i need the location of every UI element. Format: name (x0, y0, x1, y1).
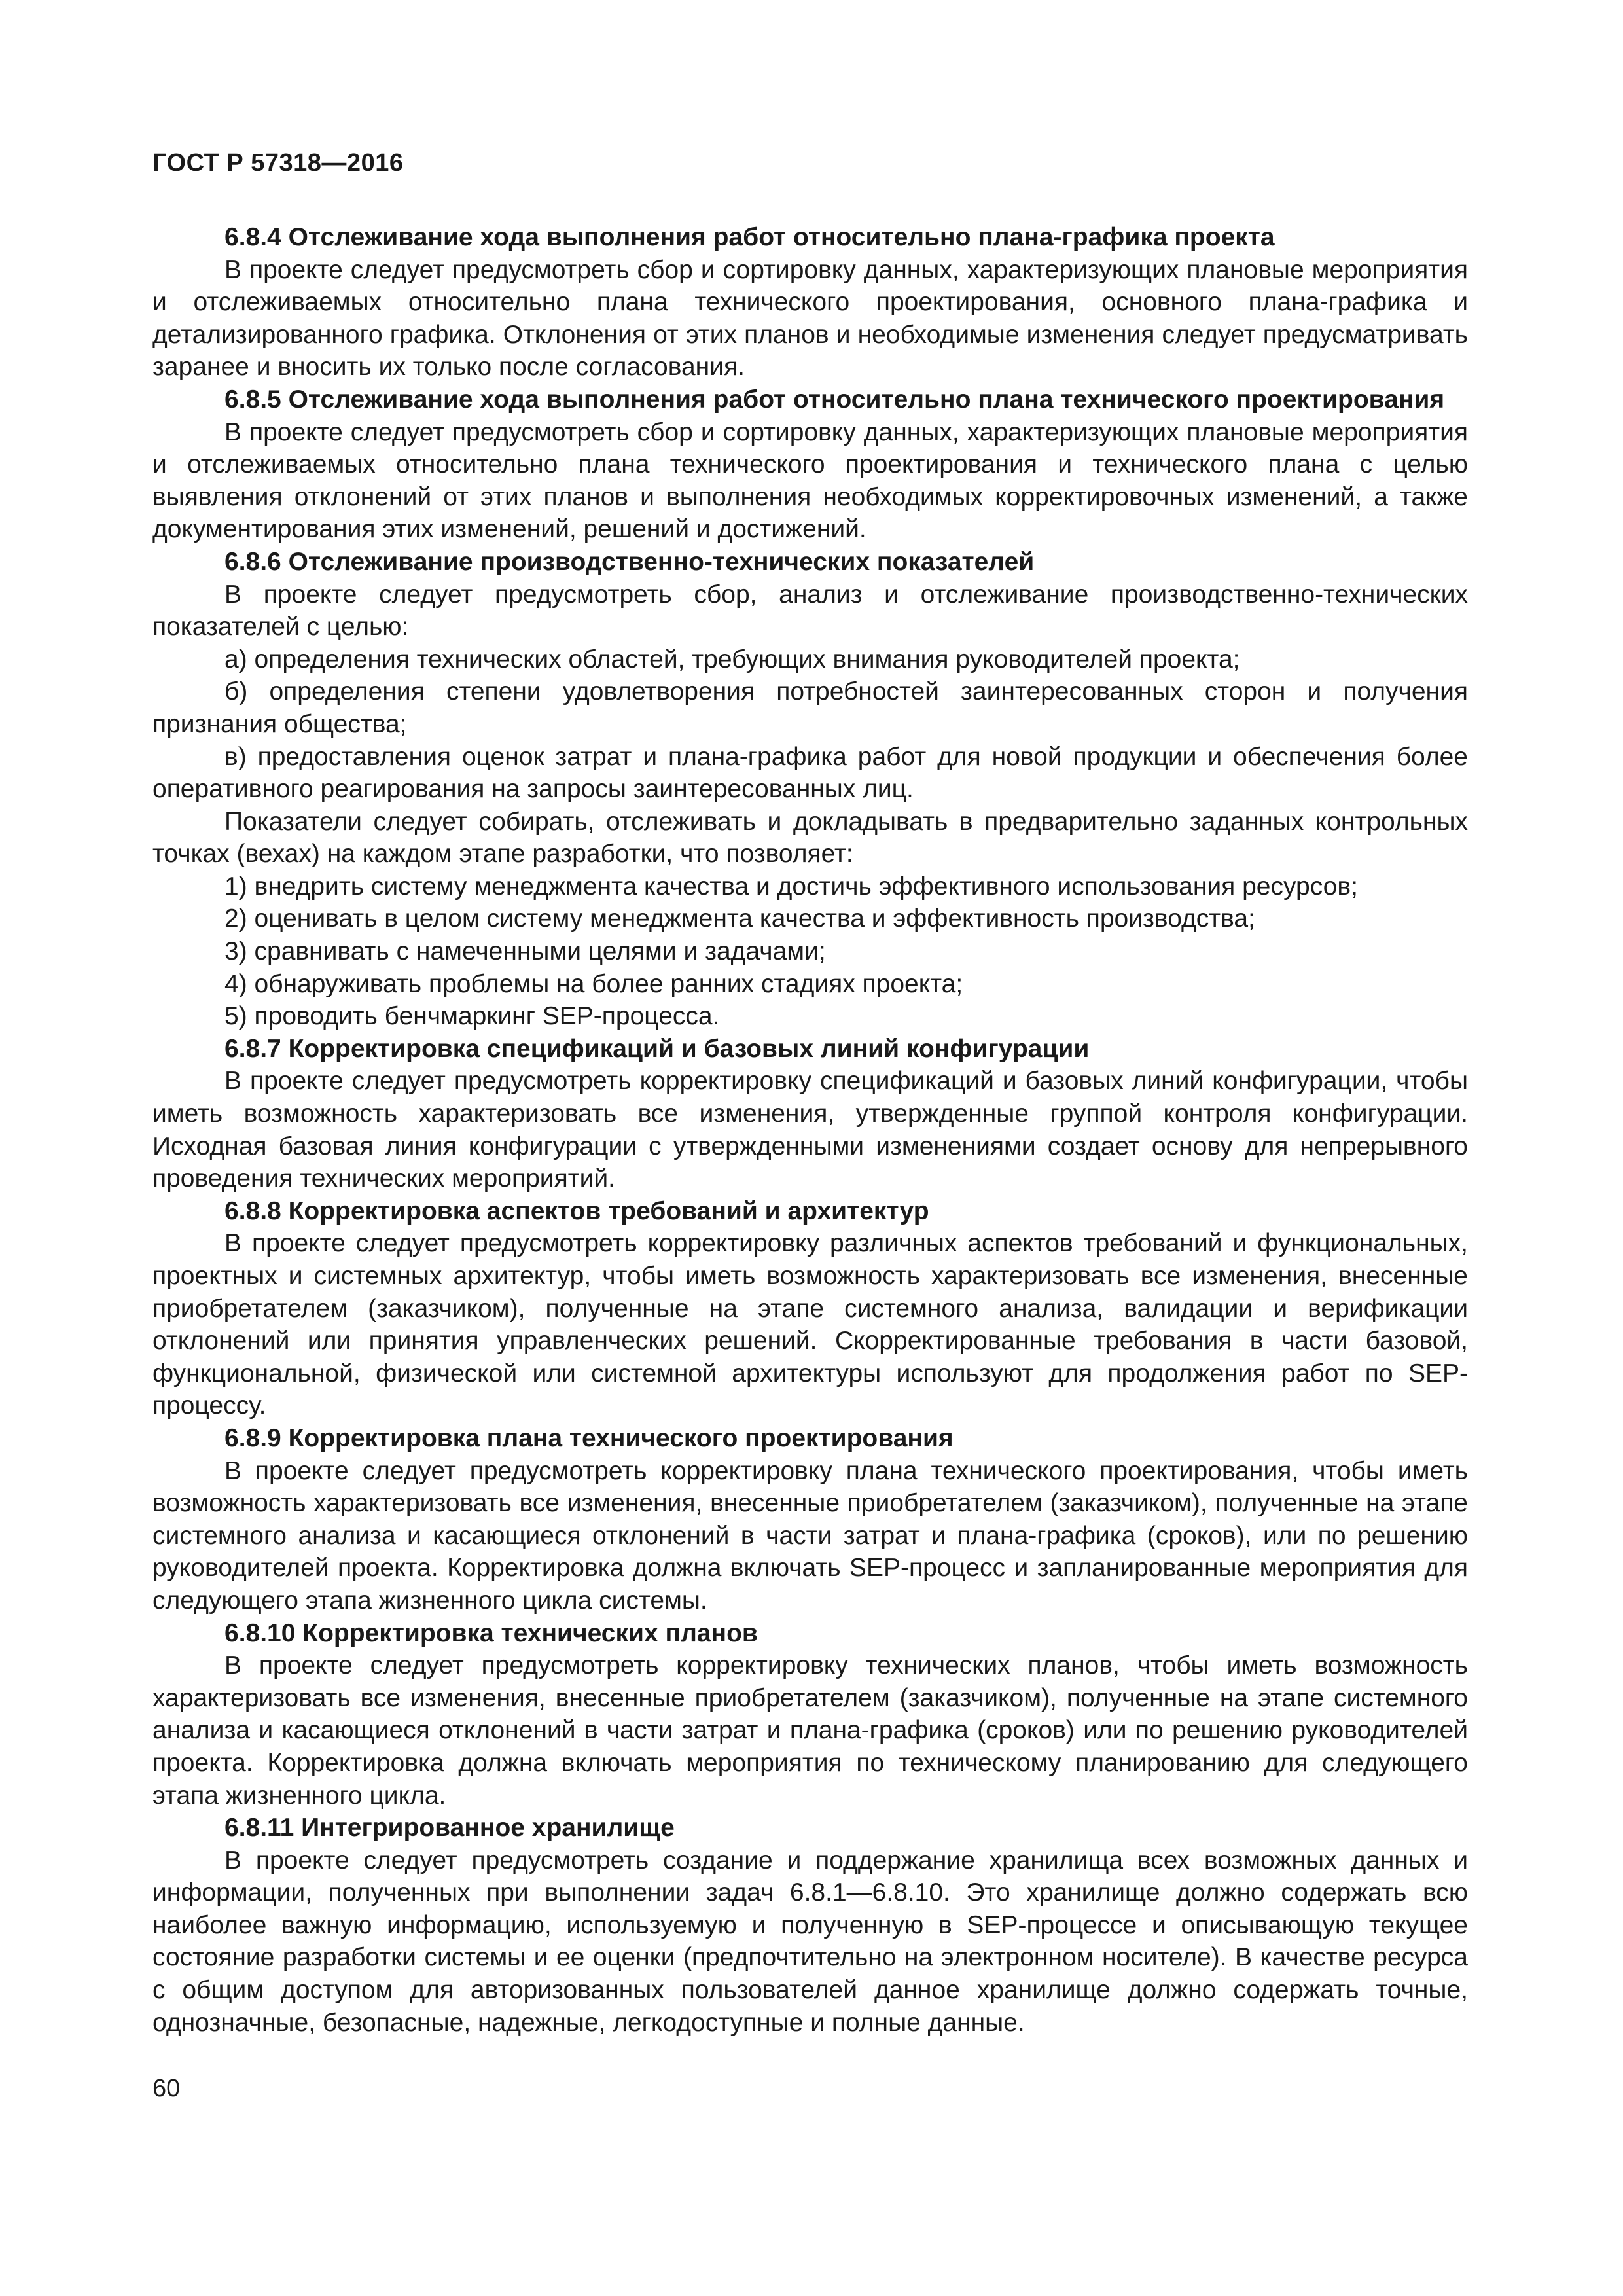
section-heading: 6.8.5 Отслеживание хода выполнения работ относительно плана технического проектирования (224, 385, 1445, 414)
paragraph: б) определения степени удовлетворения потребностей заинтересованных сторон и получения признания общества; (152, 677, 1468, 738)
section-heading: 6.8.9 Корректировка плана технического проектирования (224, 1424, 954, 1452)
paragraph: В проекте следует предусмотреть корректировку спецификаций и базовых линий конфигурации, чтобы иметь возможность характеризовать все изменения, утвержденные группой контроля конфигурации. Исходная базовая линия конфигурации с утвержденными изменениями создает основу для непрерывного проведения технических мероприятий. (152, 1067, 1468, 1193)
paragraph: В проекте следует предусмотреть сбор и сортировку данных, характеризующих плановые мероприятия и отслеживаемых относительно плана технического проектирования, основного плана-графика и детализированного графика. Отклонения от этих планов и необходимые изменения следует предусматривать заранее и вносить их только после согласования. (152, 255, 1468, 382)
paragraph: В проекте следует предусмотреть корректировку технических планов, чтобы иметь возможность характеризовать все изменения, внесенные приобретателем (заказчиком), полученные на этапе системного анализа и касающиеся отклонений в части затрат и плана-графика (сроков) или по решению руководителей проекта. Корректировка должна включать мероприятия по техническому планированию для следующего этапа жизненного цикла. (152, 1651, 1468, 1810)
paragraph: 4) обнаруживать проблемы на более ранних стадиях проекта; (224, 969, 963, 998)
document-body (152, 221, 1468, 2039)
paragraph: 5) проводить бенчмаркинг SEP-процесса. (224, 1002, 720, 1031)
paragraph: В проекте следует предусмотреть создание и поддержание хранилища всех возможных данных и информации, полученных при выполнении задач 6.8.1—6.8.10. Это хранилище должно содержать всю наиболее важную информацию, используемую и полученную в SEP-процессе и описывающую текущее состояние разработки системы и ее оценки (предпочтительно на электронном носителе). В качестве ресурса с общим доступом для авторизованных пользователей данное хранилище должно содержать точные, однозначные, безопасные, надежные, легкодоступные и полные данные. (152, 1846, 1468, 2037)
section-heading: 6.8.6 Отслеживание производственно-технических показателей (224, 547, 1035, 576)
page-number: 60 (152, 2075, 181, 2102)
paragraph: В проекте следует предусмотреть сбор и сортировку данных, характеризующих плановые мероприятия и отслеживаемых относительно плана технического проектирования и технического плана с целью выявления отклонений от этих планов и выполнения необходимых корректировочных изменений, а также документирования этих изменений, решений и достижений. (152, 418, 1468, 544)
section-heading: 6.8.11 Интегрированное хранилище (224, 1814, 675, 1842)
paragraph: 1) внедрить систему менеджмента качества и достичь эффективного использования ресурсов; (224, 872, 1358, 901)
paragraph: В проекте следует предусмотреть корректировку различных аспектов требований и функциональных, проектных и системных архитектур, чтобы иметь возможность характеризовать все изменения, внесенные приобретателем (заказчиком), полученные на этапе системного анализа, валидации и верификации отклонений или принятия управленческих решений. Скорректированные требования в части базовой, функциональной, физической или системной архитектуры используют для продолжения работ по SEP-процессу. (152, 1229, 1468, 1420)
paragraph: 3) сравнивать с намеченными целями и задачами; (224, 937, 826, 966)
paragraph: в) предоставления оценок затрат и плана-графика работ для новой продукции и обеспечения более оперативного реагирования на запросы заинтересованных лиц. (152, 742, 1468, 804)
paragraph: 2) оценивать в целом систему менеджмента качества и эффективность производства; (224, 905, 1255, 933)
paragraph: Показатели следует собирать, отслеживать и докладывать в предварительно заданных контрольных точках (вехах) на каждом этапе разработки, что позволяет: (152, 807, 1468, 869)
section-heading: 6.8.8 Корректировка аспектов требований и архитектур (224, 1196, 929, 1225)
paragraph: В проекте следует предусмотреть корректировку плана технического проектирования, чтобы иметь возможность характеризовать все изменения, внесенные приобретателем (заказчиком), полученные на этапе системного анализа и касающиеся отклонений в части затрат и плана-графика (сроков), или по решению руководителей проекта. Корректировка должна включать SEP-процесс и запланированные мероприятия для следующего этапа жизненного цикла системы. (152, 1456, 1468, 1615)
section-heading: 6.8.4 Отслеживание хода выполнения работ относительно плана-графика проекта (224, 223, 1275, 251)
section-heading: 6.8.10 Корректировка технических планов (224, 1619, 758, 1647)
document-header: ГОСТ Р 57318—2016 (152, 149, 404, 177)
paragraph: В проекте следует предусмотреть сбор, анализ и отслеживание производственно-технических показателей с целью: (152, 580, 1468, 641)
section-heading: 6.8.7 Корректировка спецификаций и базовых линий конфигурации (224, 1034, 1090, 1063)
paragraph: а) определения технических областей, требующих внимания руководителей проекта; (224, 645, 1240, 673)
